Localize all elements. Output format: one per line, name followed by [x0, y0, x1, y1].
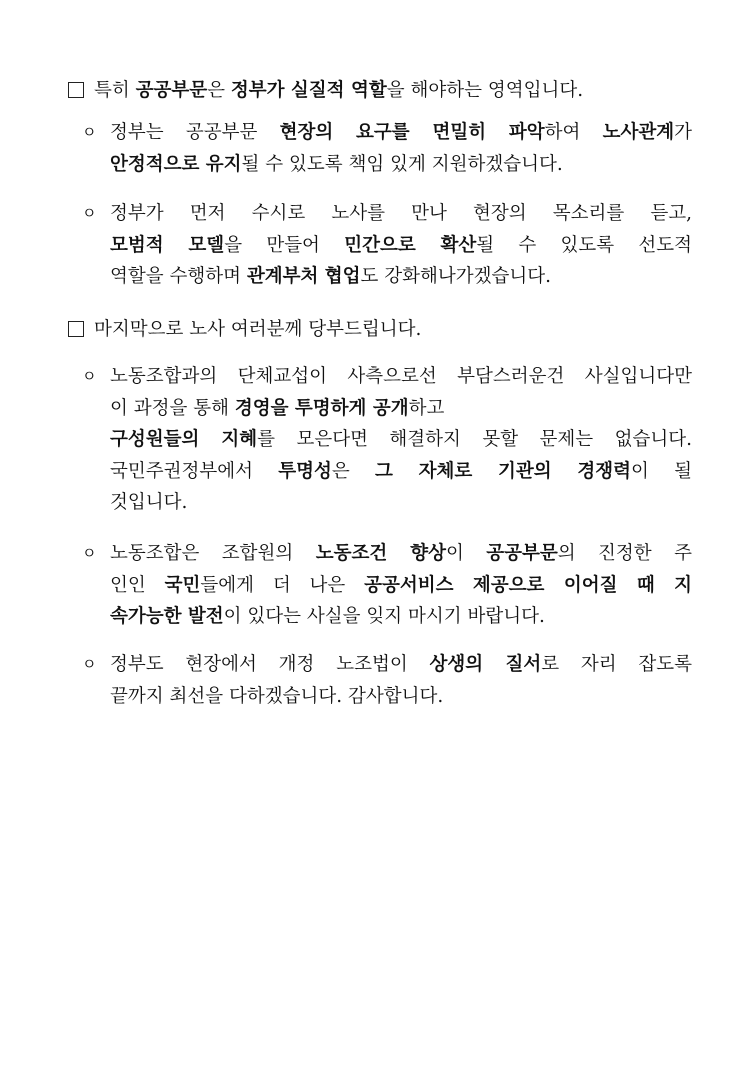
checkbox-square-icon	[68, 321, 84, 337]
body-text: 하여	[544, 122, 603, 143]
emphasis-text: 경영을 투명하게 공개	[234, 397, 409, 419]
body-text: 역할을 수행하며	[110, 266, 247, 287]
body-text: 특히	[94, 80, 136, 101]
body-text: 이	[445, 543, 487, 564]
emphasis-text: 투명성	[278, 460, 332, 482]
list-item	[82, 649, 692, 712]
body-text: 을 만들어	[224, 234, 345, 256]
emphasis-text: 상생의 질서	[429, 654, 542, 675]
body-text: 가	[674, 122, 692, 143]
body-text: 이 과정을 통해	[110, 397, 235, 419]
text-line	[82, 361, 692, 393]
body-text: 은	[207, 80, 231, 101]
body-text: 인인	[110, 574, 165, 596]
body-text: 로 자리 잡도록	[541, 654, 692, 675]
list-item	[82, 361, 692, 519]
text-line	[82, 601, 692, 633]
heading-text	[94, 319, 421, 340]
emphasis-text: 그 자체로 기관의 경쟁력	[374, 460, 632, 482]
bullet-icon: ㅇ	[82, 123, 97, 141]
list-item	[82, 198, 692, 293]
body-text: 하고	[408, 397, 445, 419]
text-line	[82, 117, 692, 149]
emphasis-text: 노사관계	[602, 122, 675, 143]
text-line	[82, 487, 692, 519]
bullet-icon: ㅇ	[82, 204, 97, 222]
emphasis-text: 국민	[164, 574, 201, 596]
section-heading-1	[68, 79, 688, 103]
text-line	[82, 149, 692, 181]
emphasis-text: 안정적으로 유지	[110, 153, 242, 175]
checkbox-square-icon	[68, 82, 84, 98]
text-line	[82, 198, 692, 230]
text-line	[82, 424, 692, 456]
body-text: 이 될	[631, 460, 692, 482]
body-text: 정부가 먼저 수시로 노사를 만나 현장의 목소리를 듣고,	[110, 203, 692, 224]
text-line	[82, 261, 692, 293]
body-text: 이 있다는 사실을 잊지 마시기 바랍니다.	[223, 606, 545, 627]
list-item	[82, 117, 692, 180]
bullet-icon: ㅇ	[82, 655, 97, 673]
text-line	[82, 230, 692, 262]
emphasis-text: 민간으로 확산	[344, 234, 477, 256]
bullet-icon: ㅇ	[82, 544, 97, 562]
body-text: 마지막으로 노사 여러분께 당부드립니다.	[94, 319, 422, 340]
emphasis-text: 구성원들의 지혜	[110, 429, 258, 450]
emphasis-text: 노동조건 향상	[315, 543, 446, 564]
bullet-icon: ㅇ	[82, 367, 97, 385]
section-heading-2	[68, 318, 688, 342]
body-text: 것입니다.	[110, 492, 188, 513]
text-line	[82, 681, 692, 713]
body-text: 도 강화해나가겠습니다.	[360, 266, 552, 287]
emphasis-text: 모범적 모델	[110, 234, 225, 256]
body-text: 의 진정한 주	[557, 543, 692, 564]
body-text: 은	[331, 460, 375, 482]
emphasis-text: 정부가 실질적 역할	[230, 80, 387, 101]
body-text: 될 수 있도록 책임 있게 지원하겠습니다.	[241, 153, 563, 175]
body-text: 끝까지 최선을 다하겠습니다. 감사합니다.	[110, 685, 444, 707]
text-line	[82, 393, 692, 425]
list-item	[82, 538, 692, 633]
emphasis-text: 현장의 요구를 면밀히 파악	[279, 122, 545, 143]
body-text: 국민주권정부에서	[110, 460, 279, 482]
emphasis-text: 공공부문	[486, 543, 558, 564]
text-line	[82, 570, 692, 602]
body-text: 노동조합은 조합원의	[110, 543, 316, 564]
emphasis-text: 속가능한 발전	[110, 606, 224, 627]
text-line	[82, 456, 692, 488]
body-text: 정부도 현장에서 개정 노조법이	[110, 654, 430, 675]
body-text: 정부는 공공부문	[110, 122, 280, 143]
text-line	[82, 649, 692, 681]
emphasis-text: 공공부문	[135, 80, 208, 101]
text-line	[82, 538, 692, 570]
body-text: 될 수 있도록 선도적	[476, 234, 692, 256]
emphasis-text: 공공서비스 제공으로 이어질 때 지	[364, 574, 693, 596]
body-text: 을 해야하는 영역입니다.	[386, 80, 584, 101]
emphasis-text: 관계부처 협업	[246, 266, 361, 287]
body-text: 들에게 더 나은	[200, 574, 365, 596]
heading-text	[94, 80, 583, 101]
body-text: 를 모은다면 해결하지 못할 문제는 없습니다.	[257, 429, 692, 450]
body-text: 노동조합과의 단체교섭이 사측으로선 부담스러운건 사실입니다만	[110, 366, 692, 387]
